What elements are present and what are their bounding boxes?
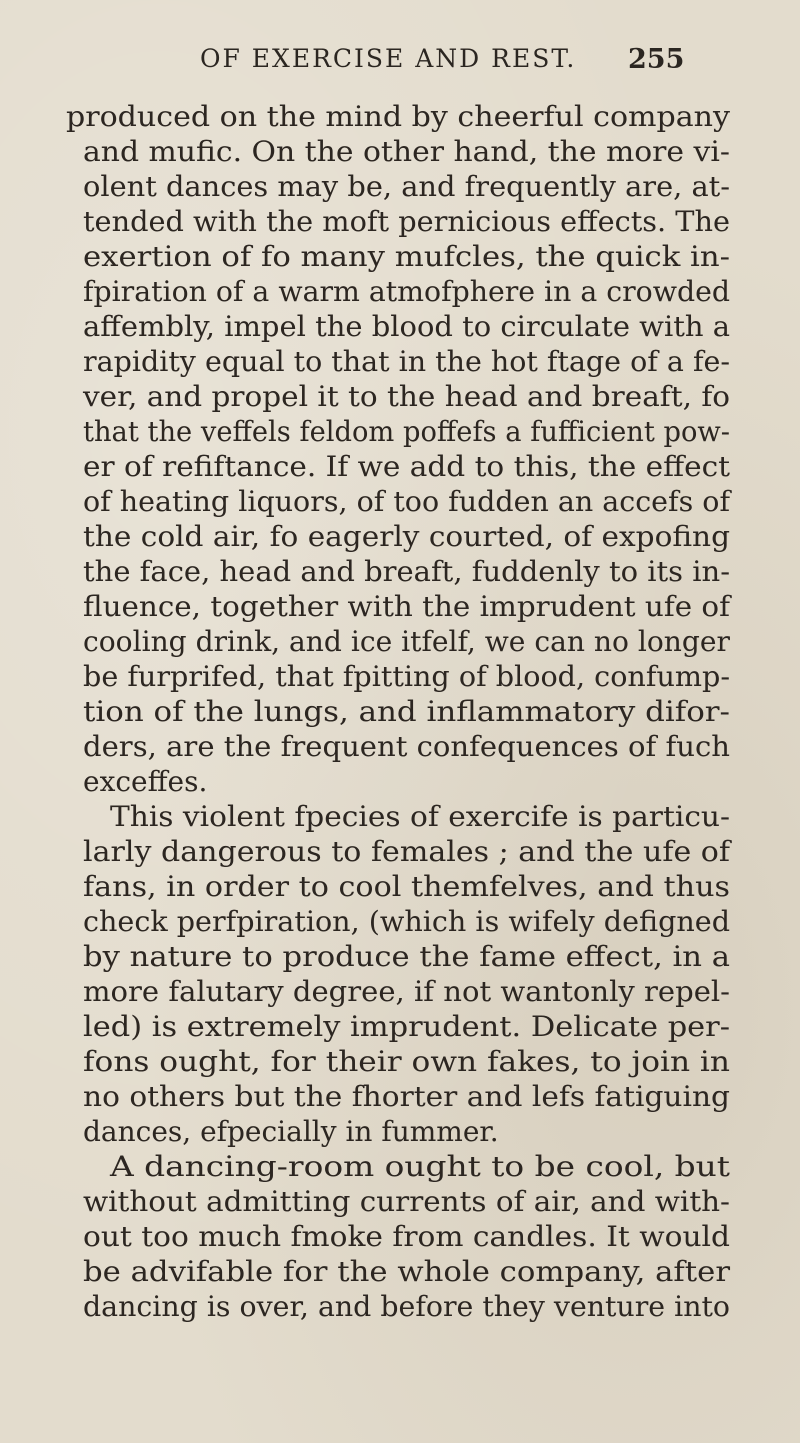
text-line: more falutary degree, if not wantonly repel- — [83, 975, 731, 1008]
text-line: This violent fpecies of exercife is particu- — [110, 800, 730, 833]
text-line: led) is extremely imprudent. Delicate per- — [83, 1010, 730, 1043]
text-line: rapidity equal to that in the hot ftage of a fe- — [83, 345, 730, 378]
text-line: A dancing-room ought to be cool, but — [110, 1150, 730, 1183]
text-line: dancing is over, and before they venture into — [83, 1290, 730, 1323]
text-line: by nature to produce the fame effect, in a — [83, 940, 730, 973]
text-line: dances, efpecially in fummer. — [83, 1115, 499, 1148]
text-line: olent dances may be, and frequently are, at- — [83, 170, 730, 203]
text-line: be advifable for the whole company, after — [83, 1255, 730, 1288]
text-line: and mufic. On the other hand, the more vi- — [83, 135, 731, 168]
text-line: no others but the fhorter and lefs fatiguing — [83, 1080, 730, 1113]
text-line: ver, and propel it to the head and breaft, fo — [83, 380, 730, 413]
running-head-title: OF EXERCISE AND REST. — [200, 44, 577, 73]
text-line: of heating liquors, of too fudden an accefs of — [83, 485, 731, 518]
text-line: the cold air, fo eagerly courted, of expofing — [83, 520, 730, 553]
text-line: fluence, together with the imprudent ufe of — [83, 590, 730, 623]
text-line: affembly, impel the blood to circulate with a — [83, 310, 731, 343]
text-line: that the veffels feldom poffefs a fufficient pow- — [83, 415, 730, 448]
text-line: fons ought, for their own fakes, to join in — [83, 1045, 730, 1078]
text-line: exceffes. — [83, 765, 208, 798]
running-head — [0, 44, 800, 84]
text-line: ders, are the frequent confequences of fuch — [83, 730, 730, 763]
text-line: be furprifed, that fpitting of blood, confump- — [83, 660, 730, 693]
text-line: larly dangerous to females ; and the ufe of — [83, 835, 730, 868]
text-line: check perfpiration, (which is wifely defigned — [83, 905, 730, 938]
text-line: tended with the moft pernicious effects. The — [83, 205, 730, 238]
text-line: er of refiftance. If we add to this, the effect — [83, 450, 730, 483]
text-line: exertion of fo many mufcles, the quick in- — [83, 240, 730, 273]
text-line: fans, in order to cool themfelves, and thus — [83, 870, 730, 903]
text-line: produced on the mind by cheerful company — [66, 100, 730, 133]
text-line: tion of the lungs, and inflammatory difor- — [83, 695, 730, 728]
text-line: the face, head and breaft, fuddenly to its in- — [83, 555, 730, 588]
text-line: out too much fmoke from candles. It would — [83, 1220, 731, 1253]
text-line: fpiration of a warm atmofphere in a crowded — [83, 275, 730, 308]
text-line: without admitting currents of air, and with- — [83, 1185, 730, 1218]
page-number: 255 — [628, 44, 685, 75]
text-line: cooling drink, and ice itfelf, we can no longer — [83, 625, 730, 658]
